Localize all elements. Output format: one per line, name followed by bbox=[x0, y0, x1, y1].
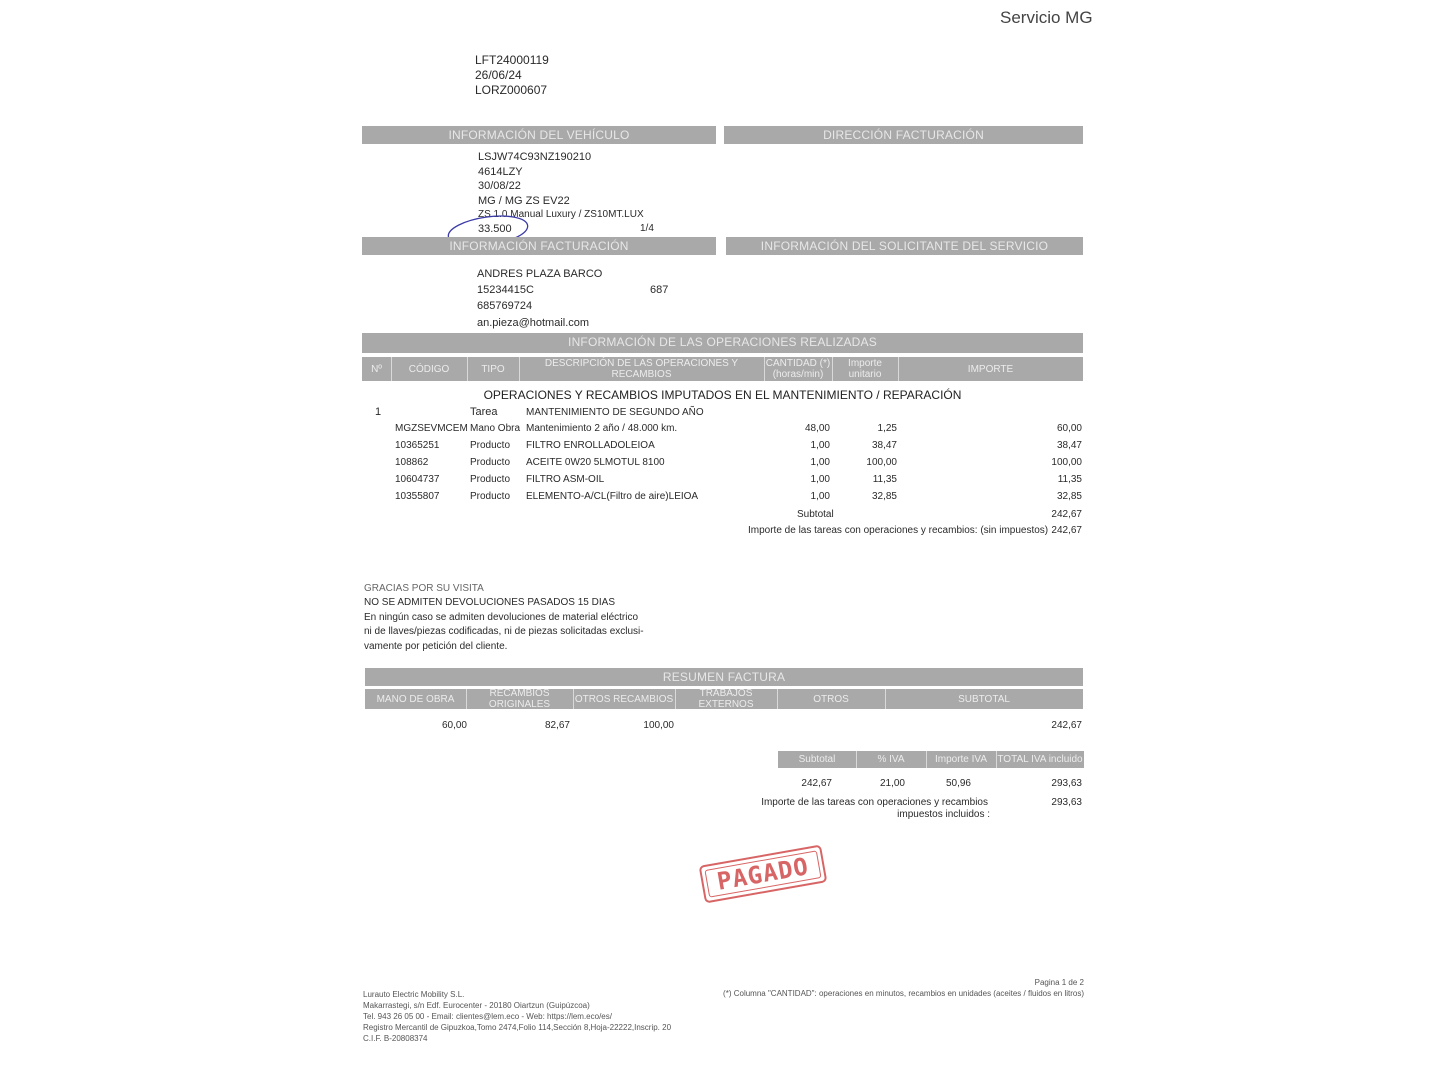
invoice-number: LFT24000119 bbox=[475, 53, 549, 67]
customer-email: an.pieza@hotmail.com bbox=[477, 317, 590, 329]
vehicle-fuel: 1/4 bbox=[640, 223, 654, 234]
vehicle-plate: 4614LZY bbox=[478, 166, 523, 178]
billing-address-bar bbox=[724, 126, 1083, 144]
col-description: DESCRIPCIÓN DE LAS OPERACIONES Y RECAMBIOS bbox=[519, 357, 765, 381]
row-amount: 100,00 bbox=[1051, 457, 1082, 468]
footer-page: Pagina 1 de 2 bbox=[1034, 978, 1084, 987]
tax-col-vat-percent: % IVA bbox=[856, 751, 927, 768]
summary-subtotal: 242,67 bbox=[1051, 720, 1082, 731]
row-description: FILTRO ENROLLADOLEIOA bbox=[526, 440, 655, 451]
summary-col-labor: MANO DE OBRA bbox=[365, 689, 467, 709]
tax-total: 293,63 bbox=[1051, 778, 1082, 789]
row-type: Producto bbox=[470, 440, 511, 451]
footer-company: Lurauto Electric Mobility S.L. bbox=[363, 990, 465, 999]
service-requester-bar bbox=[726, 237, 1083, 255]
operations-total-value: 242,67 bbox=[1051, 525, 1082, 536]
order-number: LORZ000607 bbox=[475, 83, 548, 97]
invoice-summary-heading: RESUMEN FACTURA bbox=[662, 670, 786, 684]
paid-stamp-border bbox=[704, 850, 821, 897]
operations-info-heading: INFORMACIÓN DE LAS OPERACIONES REALIZADAS bbox=[568, 335, 877, 349]
row-code: 10604737 bbox=[395, 474, 440, 485]
summary-header bbox=[365, 689, 1083, 709]
row-type: Producto bbox=[470, 457, 511, 468]
subtotal-label: Subtotal bbox=[797, 509, 834, 520]
task-number: 1 bbox=[375, 406, 382, 418]
notes-no-returns: NO SE ADMITEN DEVOLUCIONES PASADOS 15 DIAS bbox=[364, 597, 615, 608]
summary-other-parts: 100,00 bbox=[643, 720, 674, 731]
vehicle-make-model: MG / MG ZS EV22 bbox=[478, 195, 570, 207]
summary-original-parts: 82,67 bbox=[544, 720, 570, 731]
service-requester-heading: INFORMACIÓN DEL SOLICITANTE DEL SERVICIO bbox=[760, 239, 1049, 253]
row-type: Producto bbox=[470, 491, 511, 502]
row-amount: 60,00 bbox=[1056, 423, 1082, 434]
row-description: ELEMENTO-A/CL(Filtro de aire)LEIOA bbox=[526, 491, 699, 502]
invoice-summary-bar bbox=[365, 668, 1083, 686]
row-amount: 38,47 bbox=[1056, 440, 1082, 451]
row-unit-price: 1,25 bbox=[877, 423, 897, 434]
task-description: MANTENIMIENTO DE SEGUNDO AÑO bbox=[526, 407, 704, 418]
row-quantity: 1,00 bbox=[810, 457, 830, 468]
customer-name: ANDRES PLAZA BARCO bbox=[477, 268, 603, 280]
billing-info-heading: INFORMACIÓN FACTURACIÓN bbox=[449, 239, 629, 253]
row-type: Producto bbox=[470, 474, 511, 485]
summary-col-original-parts: RECAMBIOS ORIGINALES bbox=[466, 689, 574, 709]
row-description: FILTRO ASM-OIL bbox=[526, 474, 605, 485]
vehicle-mileage: 33.500 bbox=[478, 223, 512, 235]
col-quantity: CANTIDAD (*) (horas/min) bbox=[764, 357, 833, 381]
tax-col-subtotal: Subtotal bbox=[778, 751, 857, 768]
tax-subtotal: 242,67 bbox=[801, 778, 832, 789]
col-amount: IMPORTE bbox=[967, 363, 1014, 375]
row-description: Mantenimiento 2 año / 48.000 km. bbox=[526, 423, 678, 434]
paid-stamp bbox=[699, 845, 828, 904]
summary-col-others: OTROS bbox=[777, 689, 886, 709]
row-amount: 32,85 bbox=[1056, 491, 1082, 502]
row-quantity: 48,00 bbox=[804, 423, 830, 434]
vehicle-version: ZS 1.0 Manual Luxury / ZS10MT.LUX bbox=[478, 209, 644, 220]
row-description: ACEITE 0W20 5LMOTUL 8100 bbox=[526, 457, 665, 468]
tax-header bbox=[778, 751, 1084, 768]
notes-line-2: ni de llaves/piezas codificadas, ni de piezas solicitadas exclusi- bbox=[364, 626, 644, 637]
customer-code: 687 bbox=[650, 284, 669, 296]
row-code: MGZSEVMCEM bbox=[395, 423, 468, 434]
footer-cif: C.I.F. B-20808374 bbox=[363, 1034, 428, 1043]
col-type: TIPO bbox=[467, 357, 520, 381]
row-quantity: 1,00 bbox=[810, 491, 830, 502]
subtotal-value: 242,67 bbox=[1051, 509, 1082, 520]
tax-total-value: 293,63 bbox=[1051, 797, 1082, 808]
row-amount: 11,35 bbox=[1057, 474, 1082, 485]
brand-title: Servicio MG bbox=[1000, 8, 1093, 27]
col-number: Nº bbox=[362, 357, 392, 381]
operations-info-bar bbox=[362, 333, 1083, 353]
footer-quantity-note: (*) Columna "CANTIDAD": operaciones en minutos, recambios en unidades (aceites / fluidos en litros) bbox=[723, 989, 1084, 998]
col-code: CÓDIGO bbox=[391, 357, 468, 381]
billing-address-heading: DIRECCIÓN FACTURACIÓN bbox=[823, 128, 984, 142]
customer-id: 15234415C bbox=[477, 284, 534, 296]
row-code: 10355807 bbox=[395, 491, 440, 502]
row-unit-price: 11,35 bbox=[872, 474, 897, 485]
row-unit-price: 100,00 bbox=[866, 457, 897, 468]
footer-address: Makarrastegi, s/n Edf. Eurocenter - 20180 Oiartzun (Guipúzcoa) bbox=[363, 1001, 590, 1010]
task-type: Tarea bbox=[470, 406, 498, 418]
paid-stamp-text: PAGADO bbox=[714, 852, 812, 896]
footer-contact: Tel. 943 26 05 00 - Email: clientes@lem.eco - Web: https://lem.eco/es/ bbox=[363, 1012, 612, 1021]
notes-thanks: GRACIAS POR SU VISITA bbox=[364, 583, 484, 594]
row-code: 108862 bbox=[395, 457, 429, 468]
row-unit-price: 38,47 bbox=[871, 440, 897, 451]
tax-total-label-2: impuestos incluidos : bbox=[897, 809, 990, 820]
row-quantity: 1,00 bbox=[810, 474, 830, 485]
summary-col-subtotal: SUBTOTAL bbox=[958, 693, 1010, 705]
summary-labor: 60,00 bbox=[441, 720, 467, 731]
billing-info-bar bbox=[362, 237, 716, 255]
row-unit-price: 32,85 bbox=[871, 491, 897, 502]
operations-table-header bbox=[362, 357, 1083, 381]
col-unit-price: Importe unitario bbox=[832, 357, 899, 381]
tax-col-vat-amount: Importe IVA bbox=[926, 751, 997, 768]
notes-line-3: vamente por petición del cliente. bbox=[364, 641, 508, 652]
customer-phone: 685769724 bbox=[477, 300, 533, 312]
tax-col-total: TOTAL IVA incluido bbox=[997, 754, 1083, 765]
operations-total-label: Importe de las tareas con operaciones y recambios: (sin impuestos) bbox=[748, 525, 1049, 536]
summary-col-external-work: TRABAJOS EXTERNOS bbox=[675, 689, 778, 709]
footer-registry: Registro Mercantil de Gipuzkoa,Tomo 2474,Folio 114,Sección 8,Hoja-22222,Inscrip. 20 bbox=[363, 1023, 672, 1032]
row-code: 10365251 bbox=[395, 440, 440, 451]
vehicle-info-bar bbox=[362, 126, 716, 144]
row-type: Mano Obra bbox=[470, 423, 521, 434]
vehicle-registration-date: 30/08/22 bbox=[478, 180, 521, 192]
tax-total-label-1: Importe de las tareas con operaciones y recambios bbox=[761, 797, 988, 808]
row-quantity: 1,00 bbox=[810, 440, 830, 451]
notes-line-1: En ningún caso se admiten devoluciones de material eléctrico bbox=[364, 612, 639, 623]
vehicle-vin: LSJW74C93NZ190210 bbox=[478, 151, 592, 163]
summary-col-other-parts: OTROS RECAMBIOS bbox=[573, 689, 676, 709]
tax-vat-percent: 21,00 bbox=[879, 778, 905, 789]
vehicle-info-heading: INFORMACIÓN DEL VEHÍCULO bbox=[448, 128, 630, 142]
invoice-date: 26/06/24 bbox=[475, 68, 522, 82]
tax-vat-amount: 50,96 bbox=[945, 778, 971, 789]
operations-title: OPERACIONES Y RECAMBIOS IMPUTADOS EN EL MANTENIMIENTO / REPARACIÓN bbox=[483, 388, 962, 402]
